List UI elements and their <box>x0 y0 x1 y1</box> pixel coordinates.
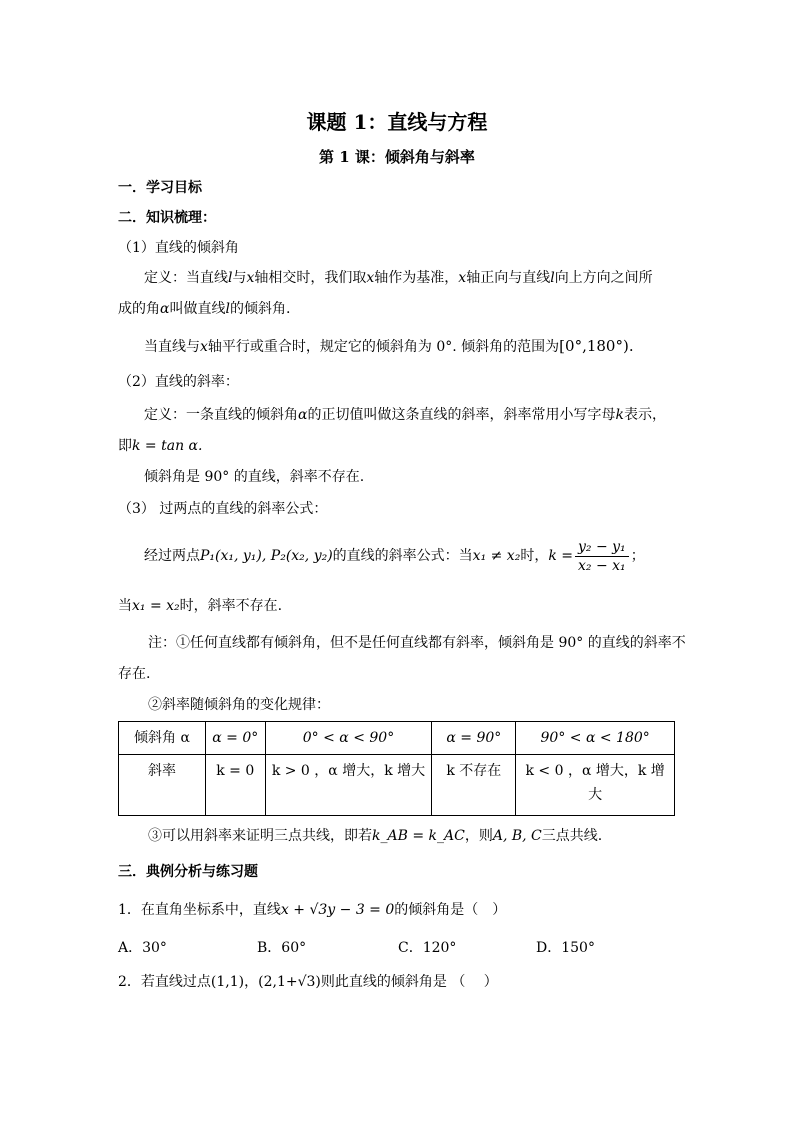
k3-vertical-case <box>118 596 678 616</box>
k1-parallel-rule <box>144 336 704 357</box>
text: 当 <box>118 598 132 614</box>
table-row <box>119 755 675 816</box>
var-x: x <box>458 270 467 286</box>
page-title: 课题 1：直线与方程 <box>306 110 488 134</box>
text: 的倾斜角. <box>229 301 291 317</box>
text: 的倾斜角是（ ） <box>394 902 507 918</box>
text: 轴平行或重合时，规定它的倾斜角为 0°. 倾斜角的范围为 <box>207 339 560 355</box>
note-1-line1: 注：①任何直线都有倾斜角，但不是任何直线都有斜率，倾斜角是 90° 的直线的斜率不 <box>148 635 686 651</box>
note-2: ②斜率随倾斜角的变化规律： <box>148 697 330 713</box>
k2-definition-line1 <box>144 405 704 425</box>
note-3 <box>148 826 708 846</box>
angle-range: [0°,180°). <box>559 337 634 355</box>
var-x: x <box>366 270 375 286</box>
note-1-line2: 存在. <box>118 666 151 682</box>
question-1 <box>118 900 678 920</box>
table-cell: α = 90° <box>432 722 516 755</box>
text: 时， <box>520 548 549 564</box>
table-cell: 0° < α < 90° <box>265 722 432 755</box>
var-l: l <box>228 270 233 286</box>
var-x: x <box>200 339 208 355</box>
k1-definition-line1 <box>144 268 704 288</box>
condition: x₁ = x₂ <box>132 598 180 614</box>
text: 的直线的斜率公式：当 <box>332 548 473 564</box>
k2-definition-line2 <box>118 436 678 456</box>
table-cell: k = 0 <box>205 755 265 816</box>
text: 则此直线的倾斜角是 （ ） <box>320 974 498 990</box>
text: 向上方向之间所 <box>554 270 653 286</box>
k3-formula-line <box>144 536 704 576</box>
text: 经过两点 <box>144 548 200 564</box>
var-alpha: α <box>298 407 308 423</box>
text: 表示， <box>623 407 666 423</box>
option-a: A．30° <box>118 940 167 956</box>
point-1: (1,1) <box>210 974 245 990</box>
text: 与 <box>232 270 247 286</box>
section-heading-3: 三．典例分析与练习题 <box>118 864 258 880</box>
option-c: C．120° <box>398 940 457 956</box>
text: 2．若直线过点 <box>118 974 211 990</box>
text: 时，斜率不存在. <box>179 598 283 614</box>
text: 轴正向与直线 <box>466 270 551 286</box>
text: 定义：一条直线的倾斜角 <box>144 407 298 423</box>
slope-table <box>118 721 675 816</box>
fraction-denominator: x₂ − x₁ <box>578 557 626 574</box>
table-cell: α = 0° <box>205 722 265 755</box>
section-heading-1: 一．学习目标 <box>118 180 202 196</box>
line-equation: x + √3y − 3 = 0 <box>280 902 395 918</box>
text: 即 <box>118 438 132 454</box>
table-cell: k < 0 ，α 增大，k 增大 <box>516 755 675 816</box>
condition: x₁ ≠ x₂ <box>472 548 521 564</box>
text: 定义：当直线 <box>144 270 228 286</box>
var-x: x <box>246 270 255 286</box>
slope-fraction <box>575 538 629 575</box>
option-d: D．150° <box>536 940 595 956</box>
text: ，则 <box>464 828 493 844</box>
table-cell: 倾斜角 α <box>119 722 206 755</box>
table-cell: 斜率 <box>119 755 206 816</box>
point-2: (2,1+√3) <box>258 974 321 990</box>
text: 叫做直线 <box>169 301 226 317</box>
text: 1．在直角坐标系中，直线 <box>118 902 281 918</box>
var-alpha: α <box>160 301 170 317</box>
text: 当直线与 <box>144 339 200 355</box>
points-abc: A, B, C <box>492 828 542 844</box>
text: 轴作为基准， <box>374 270 459 286</box>
var-l: l <box>550 270 555 286</box>
text: ③可以用斜率来证明三点共线，即若 <box>148 828 372 844</box>
table-cell: 90° < α < 180° <box>516 722 675 755</box>
k-equals: k = <box>548 548 573 564</box>
page-subtitle: 第 1 课：倾斜角与斜率 <box>319 148 475 166</box>
table-row <box>119 722 675 755</box>
option-b: B．60° <box>257 940 307 956</box>
k2-note: 倾斜角是 90° 的直线，斜率不存在. <box>144 469 365 485</box>
text: 的正切值叫做这条直线的斜率，斜率常用小写字母 <box>307 407 616 423</box>
fraction-numerator: y₂ − y₁ <box>575 538 629 557</box>
text: ； <box>630 548 645 564</box>
k1-heading: （1）直线的倾斜角 <box>118 240 239 256</box>
question-2 <box>118 972 678 992</box>
text: 三点共线. <box>541 828 603 844</box>
k1-definition-line2 <box>118 299 678 319</box>
collinear-condition: k_AB = k_AC <box>372 828 465 844</box>
slope-formula: k = tan α. <box>132 438 203 454</box>
k2-heading: （2）直线的斜率： <box>118 374 239 390</box>
var-k: k <box>615 407 624 423</box>
table-cell: k 不存在 <box>432 755 516 816</box>
text: ， <box>244 974 259 990</box>
text: 成的角 <box>118 301 160 317</box>
table-cell: k > 0 ，α 增大，k 增大 <box>265 755 432 816</box>
section-heading-2: 二．知识梳理： <box>118 210 216 226</box>
two-points: P₁(x₁, y₁), P₂(x₂, y₂) <box>200 548 333 564</box>
k3-heading: （3） 过两点的直线的斜率公式： <box>118 501 328 517</box>
text: 轴相交时，我们取 <box>254 270 367 286</box>
var-l: l <box>225 301 230 317</box>
